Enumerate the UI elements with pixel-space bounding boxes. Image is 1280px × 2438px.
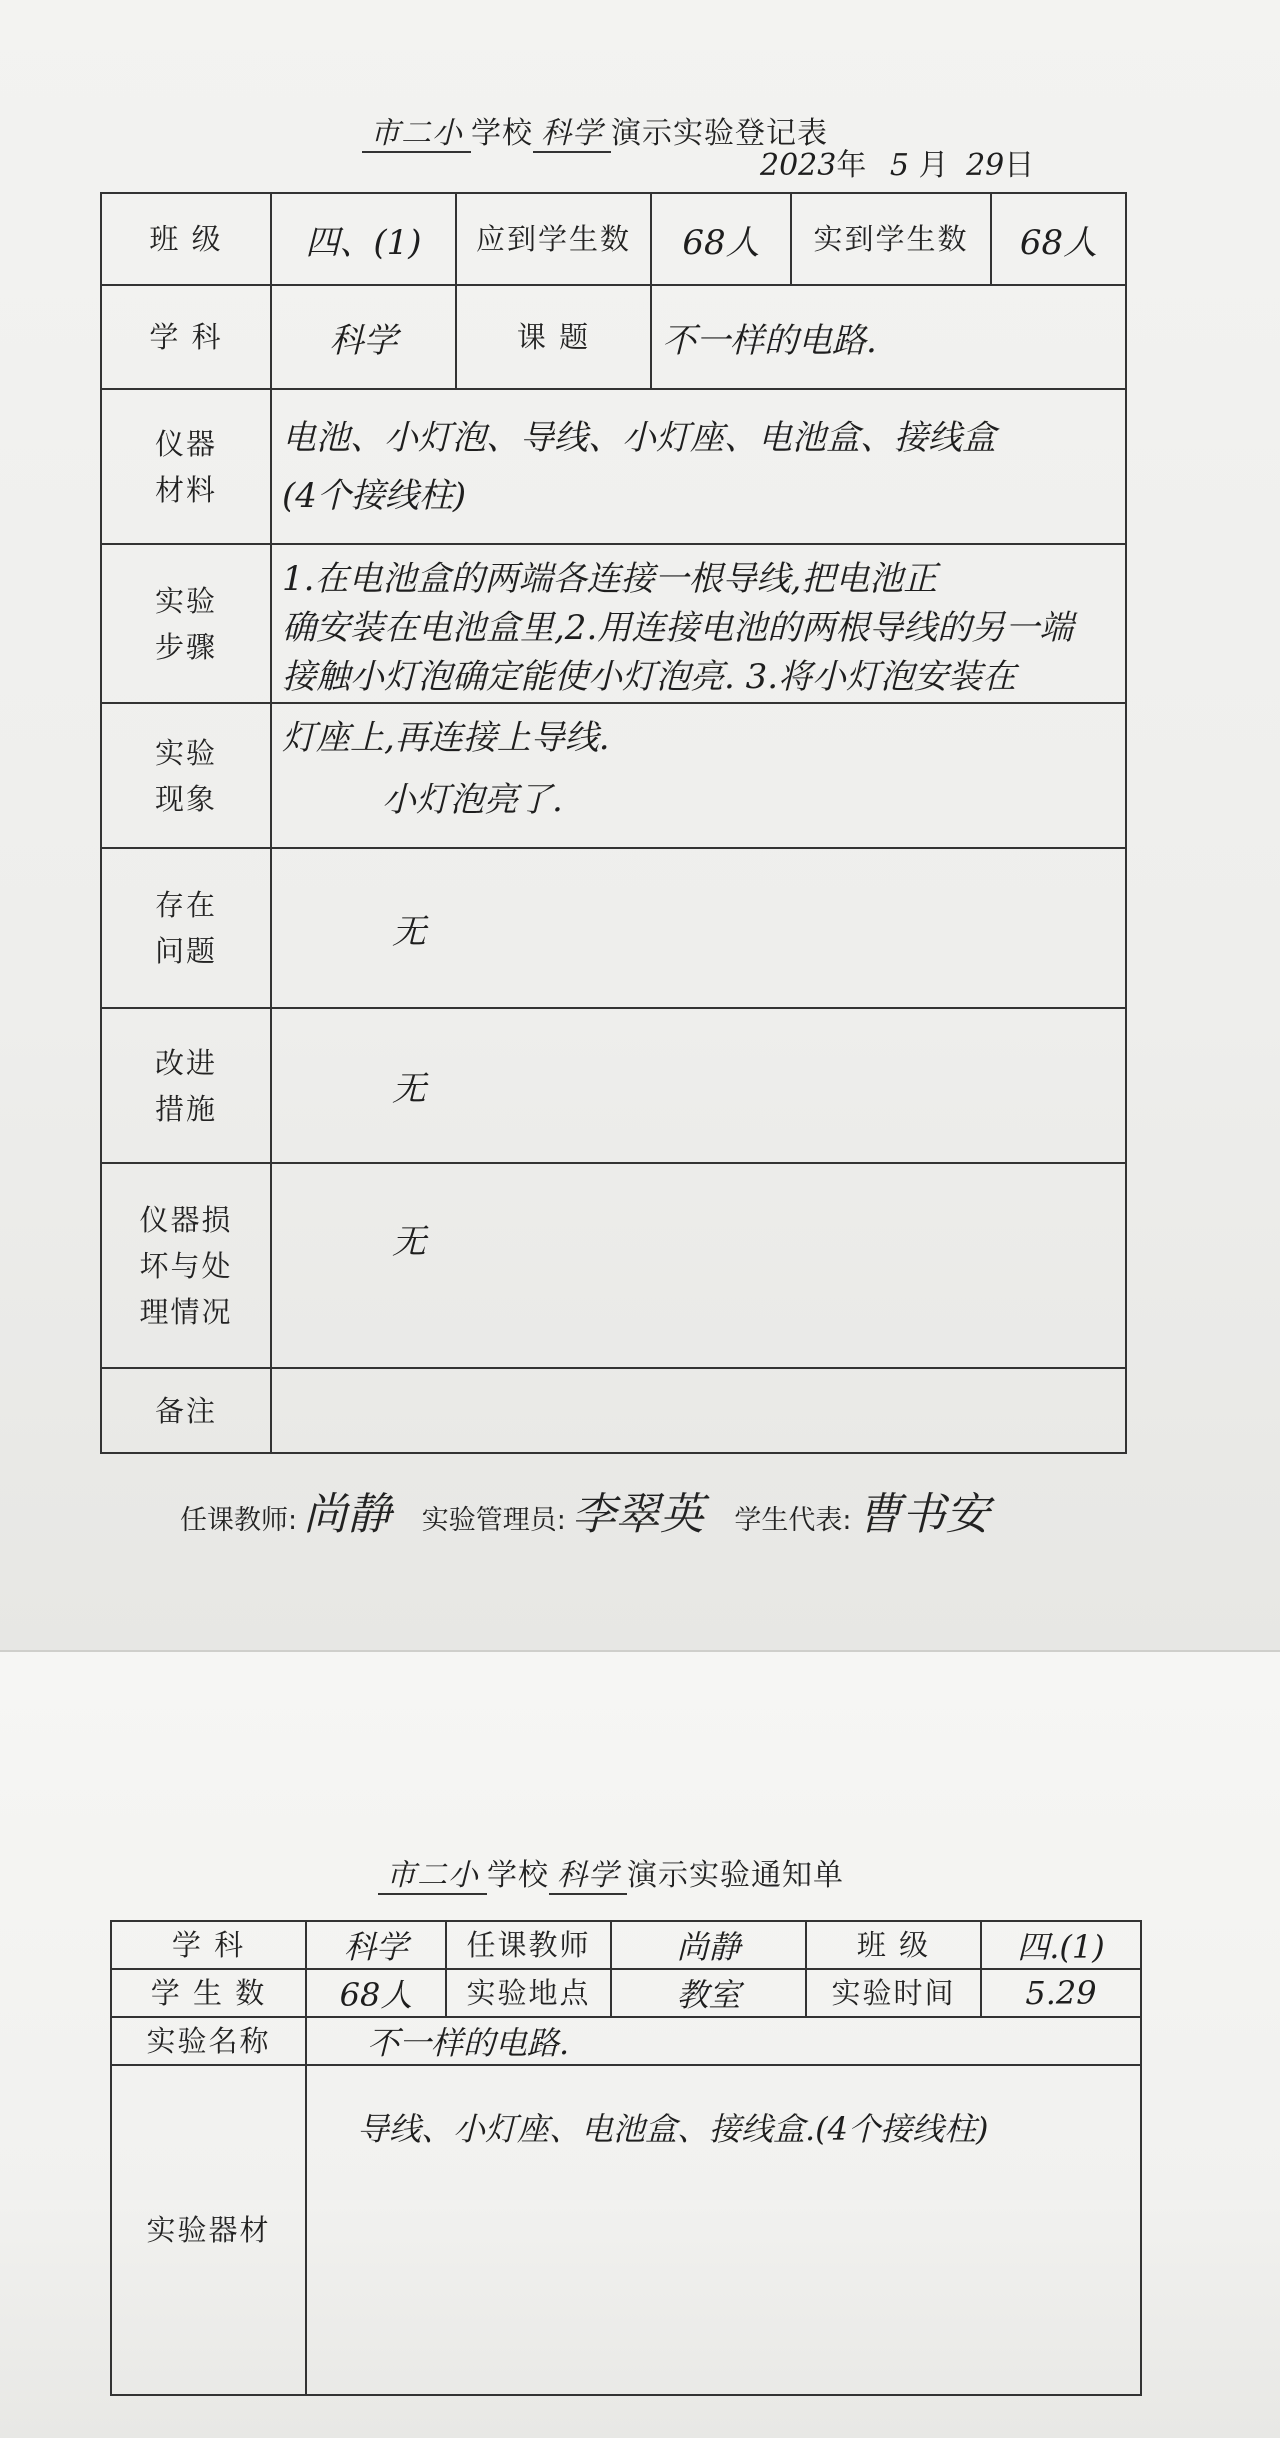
notice-title-school: 市二小 <box>378 1858 487 1895</box>
problems-label-line: 问题 <box>154 934 217 968</box>
notice-time-label: 实验时间 <box>806 1969 981 2017</box>
damage-label-line: 理情况 <box>139 1294 233 1329</box>
teacher-label: 任课教师: <box>180 1505 298 1536</box>
date-year-unit: 年 <box>836 148 867 183</box>
notice-time-value: 5.29 <box>981 1969 1141 2017</box>
class-label: 班 级 <box>101 193 271 285</box>
notice-equipment-label: 实验器材 <box>111 2065 306 2395</box>
problems-label <box>101 848 271 1008</box>
notice-students-label: 学 生 数 <box>111 1969 306 2017</box>
steps-value <box>271 544 1126 703</box>
materials-label <box>101 389 271 544</box>
steps-label-line: 步骤 <box>154 629 217 664</box>
materials-label-line: 材料 <box>154 472 217 507</box>
admin-signature: 李翠英 <box>571 1489 704 1540</box>
steps-label <box>101 544 271 703</box>
date-year: 2023 <box>760 148 837 183</box>
phenomenon-value <box>271 703 1126 848</box>
subject-value: 科学 <box>271 285 456 389</box>
phenomenon-label-line: 现象 <box>154 781 217 816</box>
actual-label: 实到学生数 <box>791 193 991 285</box>
date-month-unit: 月 <box>918 148 949 183</box>
steps-line: 接触小灯泡确定能使小灯泡亮. 3.将小灯泡安装在 <box>282 657 1017 697</box>
student-label: 学生代表: <box>734 1505 852 1536</box>
record-title-school: 市二小 <box>362 116 471 153</box>
admin-label: 实验管理员: <box>421 1505 566 1536</box>
class-value: 四、(1) <box>271 193 456 285</box>
notice-title-school-suffix: 学校 <box>487 1858 549 1893</box>
subject-label: 学 科 <box>101 285 271 389</box>
remarks-label: 备注 <box>101 1368 271 1453</box>
row-remarks <box>101 1368 1126 1453</box>
record-title-school-suffix: 学校 <box>471 116 533 151</box>
date-day-unit: 日 <box>1004 148 1035 183</box>
steps-line: 确安装在电池盒里,2.用连接电池的两根导线的另一端 <box>282 608 1074 648</box>
row-materials <box>101 389 1126 544</box>
topic-label: 课 题 <box>456 285 651 389</box>
damage-label-line: 坏与处 <box>139 1248 233 1283</box>
notice-equipment-value: 导线、小灯座、电池盒、接线盒.(4个接线柱) <box>306 2065 1141 2395</box>
row-damage <box>101 1163 1126 1368</box>
problems-value: 无 <box>271 848 1126 1008</box>
row-phenomenon <box>101 703 1126 848</box>
notice-name-label: 实验名称 <box>111 2017 306 2065</box>
record-table <box>100 192 1127 1454</box>
materials-label-line: 仪器 <box>154 426 217 461</box>
notice-title-subject: 科学 <box>549 1858 627 1895</box>
row-class <box>101 193 1126 285</box>
improve-label-line: 措施 <box>154 1091 217 1126</box>
row-improve <box>101 1008 1126 1163</box>
topic-value: 不一样的电路. <box>651 285 1126 389</box>
signature-row <box>180 1478 1012 1542</box>
date-month: 5 <box>889 148 909 183</box>
notice-name-value: 不一样的电路. <box>306 2017 1141 2065</box>
materials-line: (4个接线柱) <box>282 475 467 516</box>
actual-value: 68人 <box>991 193 1126 285</box>
student-signature: 曹书安 <box>857 1489 990 1540</box>
record-title-subject: 科学 <box>533 116 611 153</box>
damage-value: 无 <box>271 1163 1126 1368</box>
materials-value <box>271 389 1126 544</box>
notice-place-value: 教室 <box>611 1969 806 2017</box>
phenomenon-text: 小灯泡亮了. <box>382 780 563 820</box>
improve-value: 无 <box>271 1008 1126 1163</box>
notice-students-value: 68人 <box>306 1969 446 2017</box>
notice-class-label: 班 级 <box>806 1921 981 1969</box>
remarks-value <box>271 1368 1126 1453</box>
notice-place-label: 实验地点 <box>446 1969 611 2017</box>
notice-class-value: 四.(1) <box>981 1921 1141 1969</box>
record-title <box>362 108 828 152</box>
notice-table <box>110 1920 1142 2396</box>
steps-line: 灯座上,再连接上导线. <box>282 718 610 758</box>
notice-row-2 <box>111 1969 1141 2017</box>
expected-value: 68人 <box>651 193 791 285</box>
record-date <box>760 140 1034 184</box>
notice-sheet <box>0 1650 1280 2438</box>
row-subject <box>101 285 1126 389</box>
notice-row-3 <box>111 2017 1141 2065</box>
damage-label-line: 仪器损 <box>139 1202 233 1237</box>
record-title-suffix: 演示实验登记表 <box>611 116 828 151</box>
notice-title <box>378 1850 844 1894</box>
notice-title-suffix: 演示实验通知单 <box>627 1858 844 1893</box>
materials-line: 电池、小灯泡、导线、小灯座、电池盒、接线盒 <box>282 417 996 458</box>
steps-line: 1.在电池盒的两端各连接一根导线,把电池正 <box>282 559 938 599</box>
notice-teacher-value: 尚静 <box>611 1921 806 1969</box>
improve-label <box>101 1008 271 1163</box>
steps-label-line: 实验 <box>154 583 217 618</box>
notice-subject-value: 科学 <box>306 1921 446 1969</box>
row-problems <box>101 848 1126 1008</box>
damage-label <box>101 1163 271 1368</box>
teacher-signature: 尚静 <box>303 1489 392 1540</box>
notice-row-1 <box>111 1921 1141 1969</box>
expected-label: 应到学生数 <box>456 193 651 285</box>
improve-label-line: 改进 <box>154 1045 217 1080</box>
phenomenon-label-line: 实验 <box>154 735 217 770</box>
row-steps <box>101 544 1126 703</box>
notice-row-4 <box>111 2065 1141 2395</box>
phenomenon-label <box>101 703 271 848</box>
date-day: 29 <box>966 148 1005 183</box>
notice-teacher-label: 任课教师 <box>446 1921 611 1969</box>
notice-subject-label: 学 科 <box>111 1921 306 1969</box>
problems-label-line: 存在 <box>154 888 217 922</box>
